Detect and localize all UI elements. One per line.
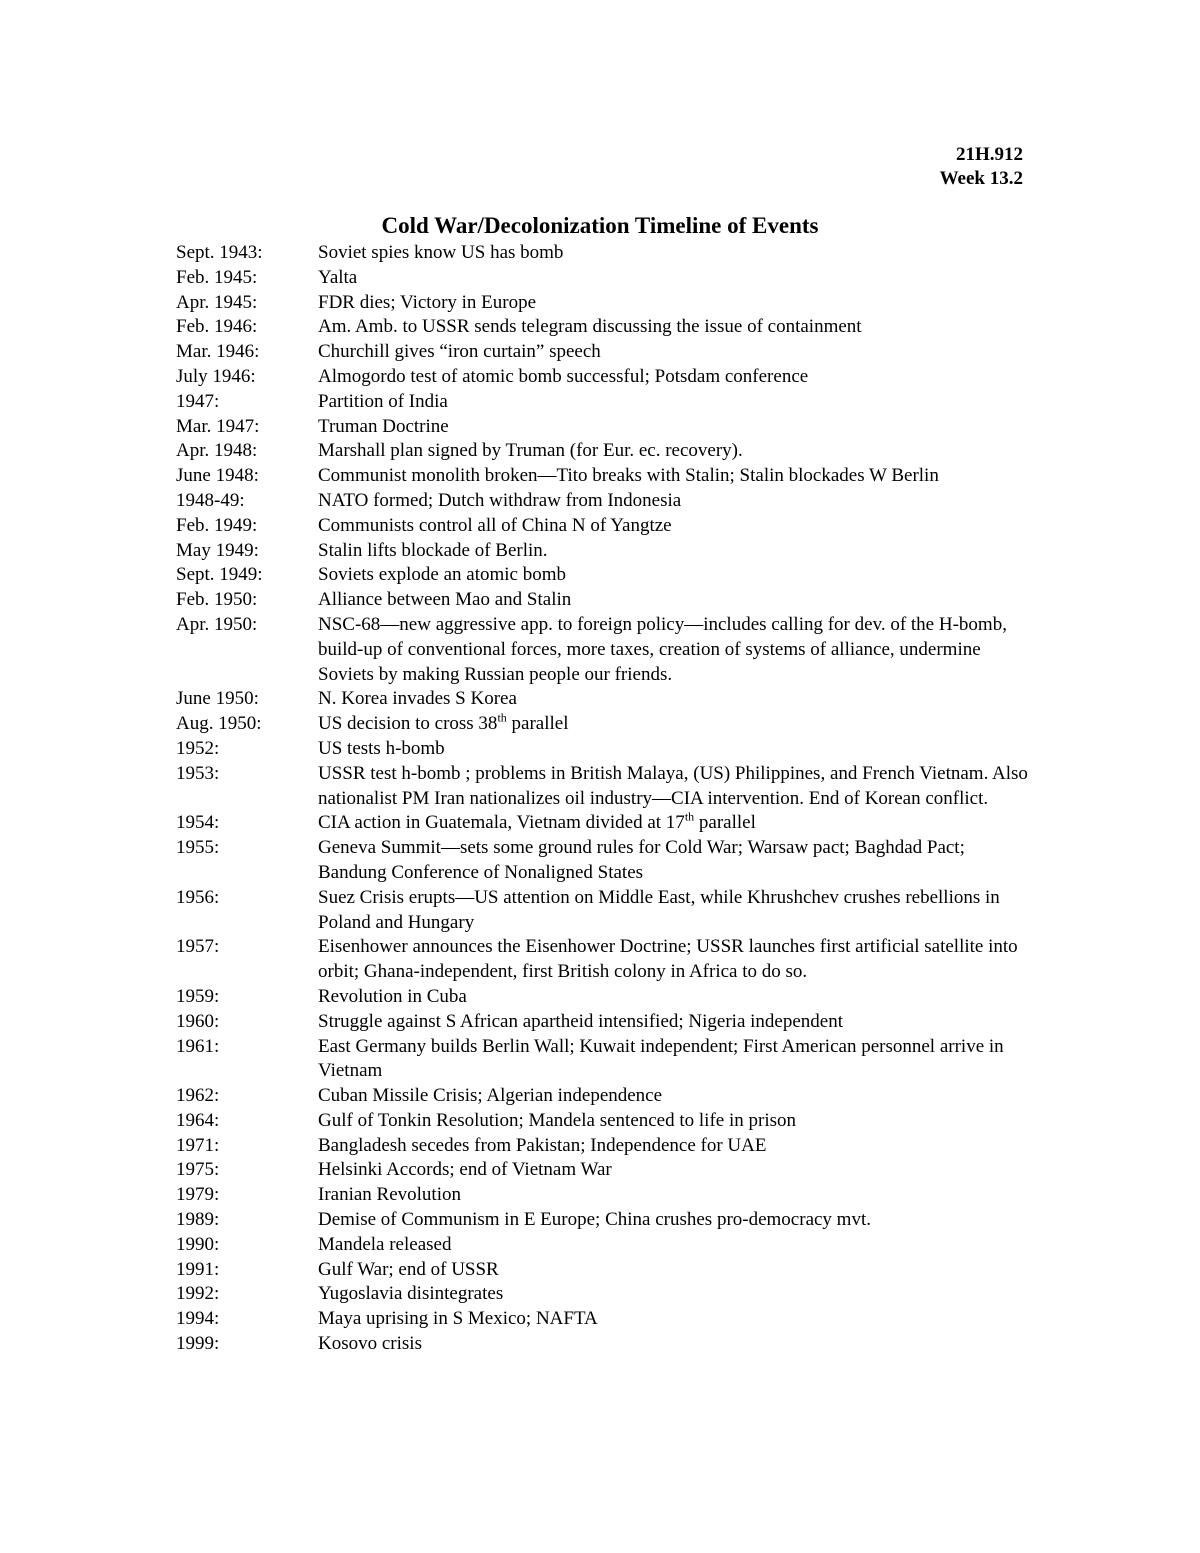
timeline-row: [176, 1109, 1036, 1134]
event-text: US decision to cross 38: [318, 713, 498, 735]
event-text: Gulf of Tonkin Resolution; Mandela sentenced to life in prison: [318, 1109, 796, 1131]
event-date: Mar. 1947:: [176, 415, 260, 437]
event-date: 1962:: [176, 1085, 220, 1107]
timeline-row: [176, 687, 1036, 712]
event-description: [318, 613, 1036, 687]
event-text: Soviets explode an atomic bomb: [318, 564, 567, 586]
event-date: 1948-49:: [176, 489, 245, 511]
event-text: NATO formed; Dutch withdraw from Indonesia: [318, 489, 682, 511]
event-text: Demise of Communism in E Europe; China crushes pro-democracy mvt.: [318, 1209, 871, 1231]
event-text: Revolution in Cuba: [318, 985, 467, 1007]
timeline-list: [176, 241, 1036, 1357]
course-number: 21H.912: [955, 144, 1023, 165]
timeline-row: [176, 712, 1036, 737]
timeline-row: [176, 1158, 1036, 1183]
event-description: [318, 563, 1036, 588]
event-description: [318, 365, 1036, 390]
event-text: US tests h-bomb: [318, 737, 445, 759]
event-description: [318, 315, 1036, 340]
timeline-row: [176, 1010, 1036, 1035]
event-description: [318, 1035, 1036, 1085]
event-text: Helsinki Accords; end of Vietnam War: [318, 1159, 612, 1181]
timeline-row: [176, 1332, 1036, 1357]
event-description: [318, 836, 1036, 886]
event-text: Partition of India: [318, 390, 448, 412]
event-date: Aug. 1950:: [176, 713, 262, 735]
event-description: [318, 985, 1036, 1010]
event-date: Apr. 1950:: [176, 613, 258, 635]
event-description: [318, 712, 1036, 737]
event-date: 1999:: [176, 1333, 220, 1355]
event-description: [318, 1258, 1036, 1283]
event-date: 1961:: [176, 1035, 220, 1057]
event-description: [318, 439, 1036, 464]
event-text: CIA action in Guatemala, Vietnam divided at 17: [318, 812, 685, 834]
timeline-row: [176, 415, 1036, 440]
event-date: 1953:: [176, 762, 220, 784]
event-date: Mar. 1946:: [176, 341, 260, 363]
event-description: [318, 340, 1036, 365]
event-text: NSC-68—new aggressive app. to foreign policy—includes calling for dev. of the H-bomb, build-up of conventional forces, more taxes, creation of systems of alliance, undermine Soviets by making Russian people our friends.: [318, 613, 1007, 685]
event-description: [318, 935, 1036, 985]
timeline-row: [176, 1084, 1036, 1109]
timeline-row: [176, 464, 1036, 489]
timeline-row: [176, 1233, 1036, 1258]
event-date: Feb. 1950:: [176, 589, 258, 611]
event-date: Feb. 1949:: [176, 514, 258, 536]
timeline-row: [176, 1258, 1036, 1283]
timeline-row: [176, 340, 1036, 365]
timeline-row: [176, 811, 1036, 836]
timeline-row: [176, 439, 1036, 464]
event-description: [318, 514, 1036, 539]
event-description: [318, 811, 1036, 836]
event-date: Apr. 1948:: [176, 440, 258, 462]
event-text: Eisenhower announces the Eisenhower Doctrine; USSR launches first artificial satellite into orbit; Ghana-independent, first British colony in Africa to do so.: [318, 936, 1018, 983]
event-description: [318, 1109, 1036, 1134]
event-description: [318, 390, 1036, 415]
event-description: [318, 1332, 1036, 1357]
event-description: [318, 1084, 1036, 1109]
event-text: Iranian Revolution: [318, 1184, 461, 1206]
event-description: [318, 1134, 1036, 1159]
event-date: 1992:: [176, 1283, 220, 1305]
timeline-row: [176, 489, 1036, 514]
event-description: [318, 687, 1036, 712]
event-text: Suez Crisis erupts—US attention on Middle East, while Khrushchev crushes rebellions in Poland and Hungary: [318, 886, 1000, 933]
event-date: Apr. 1945:: [176, 291, 258, 313]
event-text: Marshall plan signed by Truman (for Eur. ec. recovery).: [318, 440, 743, 462]
event-date: 1960:: [176, 1010, 220, 1032]
event-description: [318, 539, 1036, 564]
event-date: 1964:: [176, 1109, 220, 1131]
timeline-row: [176, 1282, 1036, 1307]
timeline-row: [176, 762, 1036, 812]
event-date: 1947:: [176, 390, 220, 412]
timeline-row: [176, 985, 1036, 1010]
timeline-row: [176, 1035, 1036, 1085]
week-label: Week 13.2: [939, 168, 1023, 189]
event-text: Stalin lifts blockade of Berlin.: [318, 539, 548, 561]
event-date: May 1949:: [176, 539, 259, 561]
event-text: Soviet spies know US has bomb: [318, 242, 564, 263]
event-text: Cuban Missile Crisis; Algerian independence: [318, 1085, 663, 1107]
event-text: Am. Amb. to USSR sends telegram discussing the issue of containment: [318, 316, 862, 338]
timeline-row: [176, 886, 1036, 936]
event-text: Maya uprising in S Mexico; NAFTA: [318, 1308, 598, 1330]
event-text: Yalta: [318, 266, 358, 288]
event-date: 1994:: [176, 1308, 220, 1330]
event-description: [318, 415, 1036, 440]
event-date: 1955:: [176, 837, 220, 859]
event-date: 1959:: [176, 985, 220, 1007]
event-description: [318, 1307, 1036, 1332]
event-date: 1954:: [176, 812, 220, 834]
event-text: Communist monolith broken—Tito breaks with Stalin; Stalin blockades W Berlin: [318, 465, 939, 487]
event-date: 1952:: [176, 737, 220, 759]
timeline-row: [176, 836, 1036, 886]
timeline-row: [176, 1134, 1036, 1159]
timeline-row: [176, 390, 1036, 415]
event-date: 1990:: [176, 1233, 220, 1255]
event-description: [318, 886, 1036, 936]
timeline-row: [176, 266, 1036, 291]
timeline-row: [176, 613, 1036, 687]
event-description: [318, 291, 1036, 316]
event-description: [318, 1282, 1036, 1307]
event-text: Truman Doctrine: [318, 415, 449, 437]
event-text: Yugoslavia disintegrates: [318, 1283, 504, 1305]
event-text: Geneva Summit—sets some ground rules for Cold War; Warsaw pact; Baghdad Pact; Bandung Conference of Nonaligned States: [318, 837, 965, 883]
event-date: 1975:: [176, 1159, 220, 1181]
event-date: 1989:: [176, 1209, 220, 1231]
event-superscript: th: [497, 710, 507, 725]
event-text: Communists control all of China N of Yangtze: [318, 514, 672, 536]
event-text: Churchill gives “iron curtain” speech: [318, 341, 601, 363]
event-date: June 1948:: [176, 465, 259, 487]
event-date: Feb. 1946:: [176, 316, 258, 338]
event-description: [318, 1233, 1036, 1258]
event-date: Feb. 1945:: [176, 266, 258, 288]
event-text: Gulf War; end of USSR: [318, 1258, 499, 1280]
event-date: Sept. 1943:: [176, 242, 263, 263]
timeline-row: [176, 539, 1036, 564]
event-text: USSR test h-bomb ; problems in British Malaya, (US) Philippines, and French Vietnam. Also nationalist PM Iran nationalizes oil industry—CIA intervention. End of Korean conflict.: [318, 762, 1028, 809]
timeline-row: [176, 1208, 1036, 1233]
event-description: [318, 1208, 1036, 1233]
event-date: June 1950:: [176, 688, 259, 710]
event-description: [318, 762, 1036, 812]
timeline-row: [176, 588, 1036, 613]
timeline-row: [176, 563, 1036, 588]
page-title: Cold War/Decolonization Timeline of Events: [381, 213, 819, 238]
event-description: [318, 464, 1036, 489]
event-text-after: parallel: [506, 713, 569, 735]
event-description: [318, 1010, 1036, 1035]
timeline-row: [176, 514, 1036, 539]
event-description: [318, 266, 1036, 291]
event-text: N. Korea invades S Korea: [318, 688, 517, 710]
event-description: [318, 737, 1036, 762]
event-date: July 1946:: [176, 365, 256, 387]
event-description: [318, 241, 1036, 266]
timeline-row: [176, 935, 1036, 985]
timeline-row: [176, 1183, 1036, 1208]
timeline-row: [176, 365, 1036, 390]
event-description: [318, 1158, 1036, 1183]
event-date: 1979:: [176, 1184, 220, 1206]
event-text-after: parallel: [694, 812, 756, 834]
event-superscript: th: [684, 810, 695, 824]
event-date: 1991:: [176, 1258, 220, 1280]
event-text: Mandela released: [318, 1233, 452, 1255]
event-date: 1957:: [176, 936, 220, 958]
event-description: [318, 489, 1036, 514]
timeline-row: [176, 315, 1036, 340]
timeline-row: [176, 737, 1036, 762]
timeline-row: [176, 1307, 1036, 1332]
event-description: [318, 1183, 1036, 1208]
event-date: 1971:: [176, 1134, 220, 1156]
event-date: Sept. 1949:: [176, 564, 263, 586]
event-text: FDR dies; Victory in Europe: [318, 291, 537, 313]
event-text: Alliance between Mao and Stalin: [318, 589, 572, 611]
document-header: [940, 143, 1023, 191]
event-date: 1956:: [176, 886, 220, 908]
event-text: Struggle against S African apartheid intensified; Nigeria independent: [318, 1010, 843, 1032]
event-text: Almogordo test of atomic bomb successful; Potsdam conference: [318, 365, 809, 387]
event-description: [318, 588, 1036, 613]
timeline-row: [176, 291, 1036, 316]
event-text: Kosovo crisis: [318, 1333, 422, 1355]
event-text: East Germany builds Berlin Wall; Kuwait independent; First American personnel arrive in Vietnam: [318, 1035, 1004, 1082]
event-text: Bangladesh secedes from Pakistan; Independence for UAE: [318, 1134, 767, 1156]
timeline-row: [176, 241, 1036, 266]
